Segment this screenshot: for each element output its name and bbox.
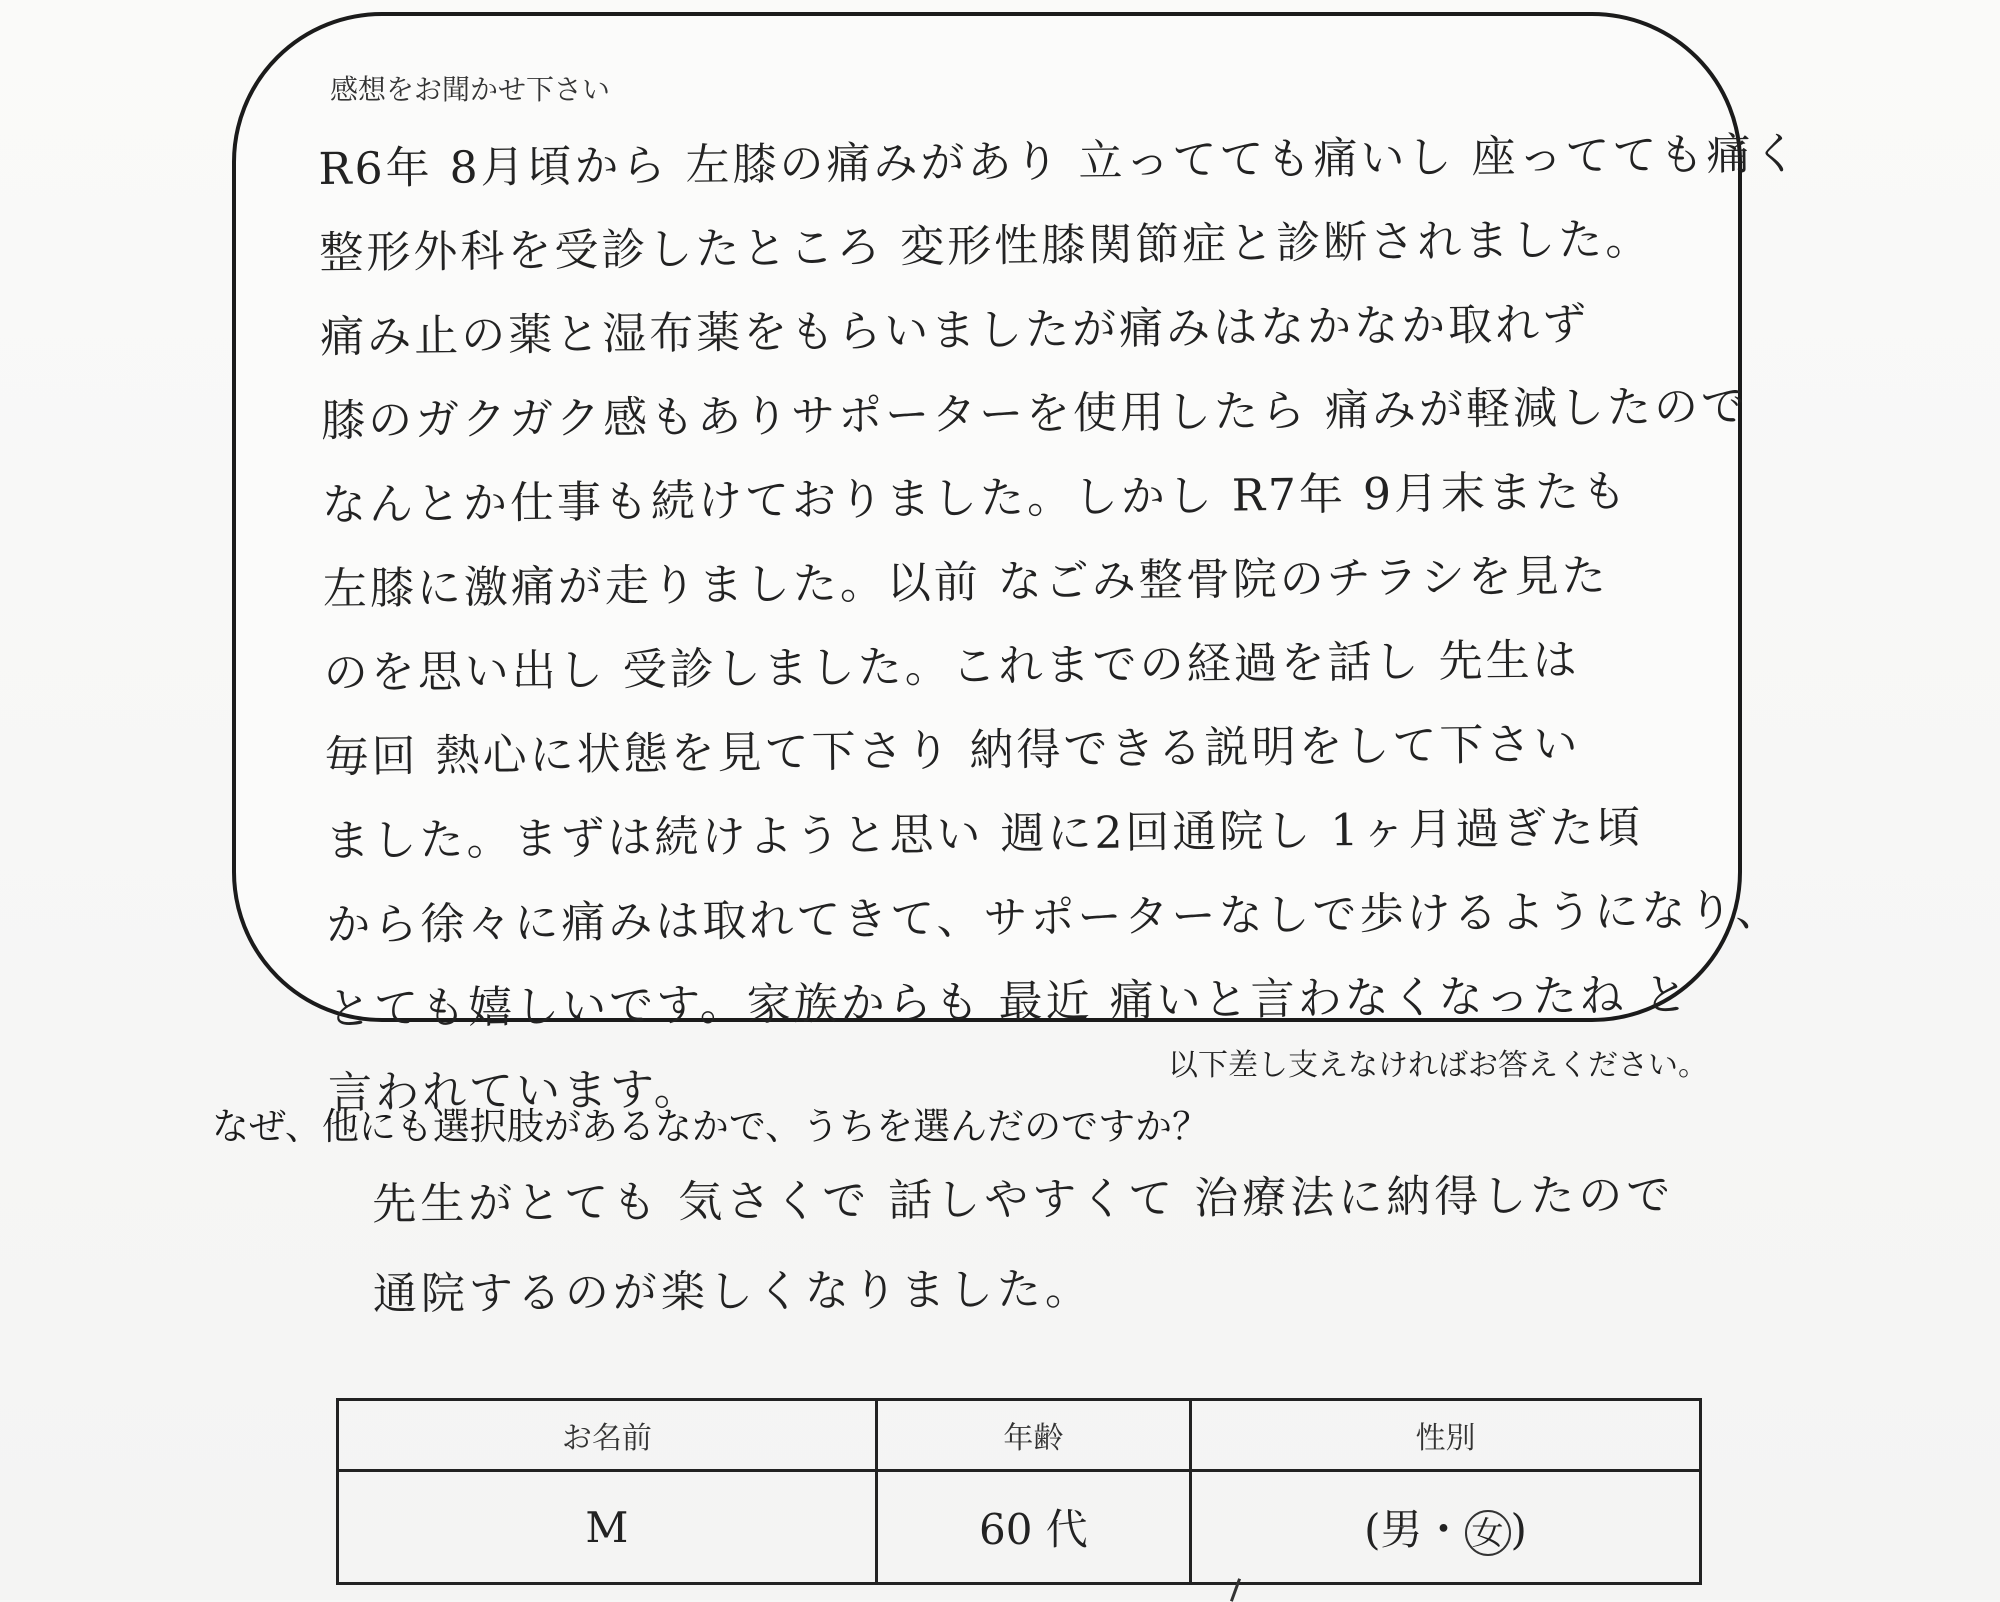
answer-line: 先生がとても 気さくで 話しやすくて 治療法に納得したので [372, 1169, 1675, 1230]
gender-open-paren: ( [1364, 1505, 1381, 1554]
feedback-line: 痛み止の薬と湿布薬をもらいましたが痛みはなかなか取れず [319, 298, 1590, 363]
gender-female-option-circled: 女 [1465, 1510, 1511, 1556]
gender-choice [1364, 1497, 1527, 1557]
optional-note: 以下差し支えなければお答えください。 [1168, 1048, 1708, 1083]
feedback-line: 整形外科を受診したところ 変形性膝関節症と診断されました。 [319, 214, 1653, 279]
feedback-line: R6年 8月頃から 左膝の痛みがあり 立ってても痛いし 座ってても痛く [318, 128, 1801, 195]
feedback-handwriting [318, 114, 1801, 1136]
gender-male-option: 男 [1380, 1505, 1423, 1554]
gender-close-paren: ) [1510, 1505, 1527, 1554]
feedback-line: ました。まずは続けようと思い 週に2回通院し 1ヶ月過ぎた頃 [325, 802, 1644, 867]
age-value: 60 代 [876, 1471, 1190, 1584]
table-value-row [338, 1471, 1701, 1584]
feedback-line: なんとか仕事も続けておりました。しかし R7年 9月末またも [321, 466, 1630, 531]
question-text: なぜ、他にも選択肢があるなかで、うちを選んだのですか？ [212, 1105, 1210, 1148]
feedback-line: から徐々に痛みは取れてきて、サポーターなしで歩けるようになり、 [326, 884, 1783, 951]
answer-handwriting [372, 1151, 1675, 1340]
respondent-info-table [336, 1398, 1702, 1585]
feedback-line: 膝のガクガク感もありサポーターを使用したら 痛みが軽減したので [320, 381, 1749, 447]
answer-line: 通院するのが楽しくなりました。 [372, 1263, 1094, 1320]
feedback-line: 言われています。 [327, 1064, 701, 1119]
feedback-line: 左膝に激痛が走りました。以前 なごみ整骨院のチラシを見た [322, 550, 1610, 615]
feedback-line: 毎回 熱心に状態を見て下さり 納得できる説明をして下さい [324, 718, 1581, 783]
gender-separator: ・ [1422, 1505, 1465, 1554]
age-header: 年齢 [876, 1400, 1190, 1471]
feedback-line: のを思い出し 受診しました。これまでの経過を話し 先生は [323, 634, 1580, 699]
gender-header: 性別 [1191, 1400, 1701, 1471]
name-header: お名前 [338, 1400, 877, 1471]
name-value: M [338, 1471, 877, 1584]
table-header-row [338, 1400, 1701, 1471]
feedback-line: とても嬉しいです。家族からも 最近 痛いと言わなくなったね と [326, 969, 1691, 1035]
feedback-label: 感想をお聞かせ下さい [330, 73, 611, 106]
gender-value [1191, 1471, 1701, 1584]
